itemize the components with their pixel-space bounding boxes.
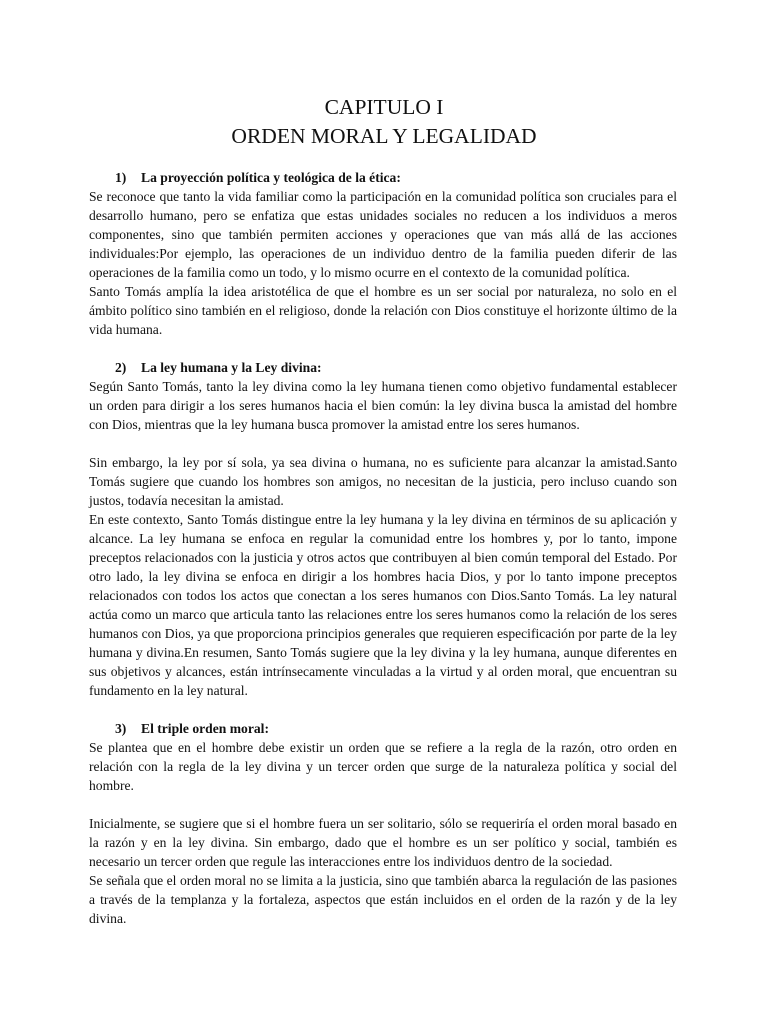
paragraph: En este contexto, Santo Tomás distingue entre la ley humana y la ley divina en términos de su aplicación y alcance. La ley humana se enfoca en regular la comunidad entre los hombres y, por lo tanto, impone preceptos relacionados con la justicia y otros actos que contribuyen al bien común temporal del Estado. Por otro lado, la ley divina se enfoca en dirigir a los hombres hacia Dios, y por lo tanto impone preceptos relacionados con todos los actos que conectan a los seres humanos con Dios.Santo Tomás. La ley natural actúa como un marco que articula tanto las relaciones entre los seres humanos como la relación de los seres humanos con Dios, ya que proporciona principios generales que requieren especificación por parte de la ley humana y divina.En resumen, Santo Tomás sugiere que la ley divina y la ley humana, aunque diferentes en sus objetivos y alcances, están intrínsecamente vinculadas a la virtud y al orden moral, que encuentran su fundamento en la ley natural. bbox=[89, 512, 677, 698]
section-title: El triple orden moral: bbox=[141, 721, 269, 736]
section-number: 3) bbox=[115, 721, 127, 736]
section-heading bbox=[115, 719, 677, 738]
section-number: 1) bbox=[115, 170, 127, 185]
section-title: La ley humana y la Ley divina: bbox=[141, 360, 322, 375]
chapter-title: ORDEN MORAL Y LEGALIDAD bbox=[231, 124, 537, 148]
paragraph: Se plantea que en el hombre debe existir un orden que se refiere a la regla de la razón, otro orden en relación con la regla de la ley divina y un tercer orden que surge de la naturaleza política y social del hombre. bbox=[89, 740, 677, 793]
section-title: La proyección política y teológica de la ética: bbox=[141, 170, 401, 185]
paragraph: Inicialmente, se sugiere que si el hombre fuera un ser solitario, sólo se requeriría el orden moral basado en la razón y en la ley divina. Sin embargo, dado que el hombre es un ser político y social, también es necesario un tercer orden que regule las interacciones entre los individuos dentro de la sociedad. bbox=[89, 816, 677, 869]
paragraph: Según Santo Tomás, tanto la ley divina como la ley humana tienen como objetivo fundamental establecer un orden para dirigir a los seres humanos hacia el bien común: la ley divina busca la amistad del hombre con Dios, mientras que la ley humana busca promover la amistad entre los seres humanos. bbox=[89, 379, 677, 432]
chapter-number: CAPITULO I bbox=[324, 95, 444, 119]
section-heading bbox=[115, 358, 677, 377]
document-body bbox=[89, 168, 677, 928]
section-number: 2) bbox=[115, 360, 127, 375]
paragraph: Se reconoce que tanto la vida familiar como la participación en la comunidad política son cruciales para el desarrollo humano, pero se enfatiza que estas unidades sociales no reducen a los individuos a meros componentes, sino que también permiten acciones y operaciones que van más allá de las acciones individuales:Por ejemplo, las operaciones de un individuo dentro de la familia pueden diferir de las operaciones de la familia como un todo, y lo mismo ocurre en el contexto de la comunidad política. bbox=[89, 189, 677, 280]
paragraph: Santo Tomás amplía la idea aristotélica de que el hombre es un ser social por naturaleza, no solo en el ámbito político sino también en el religioso, donde la relación con Dios constituye el horizonte último de la vida humana. bbox=[89, 284, 677, 337]
section-heading bbox=[115, 168, 677, 187]
paragraph: Se señala que el orden moral no se limita a la justicia, sino que también abarca la regulación de las pasiones a través de la templanza y la fortaleza, aspectos que están incluidos en el orden de la razón y de la ley divina. bbox=[89, 873, 677, 926]
paragraph: Sin embargo, la ley por sí sola, ya sea divina o humana, no es suficiente para alcanzar la amistad.Santo Tomás sugiere que cuando los hombres son amigos, no necesitan de la justicia, pero incluso cuando son justos, todavía necesitan la amistad. bbox=[89, 455, 677, 508]
